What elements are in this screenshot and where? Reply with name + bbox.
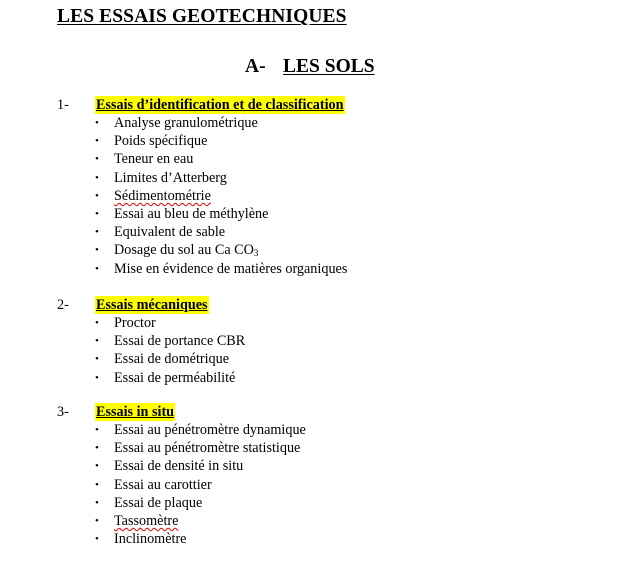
item-text: Essai au carottier: [114, 476, 212, 493]
bullet-icon: •: [95, 442, 99, 455]
bullet-icon: •: [95, 262, 99, 275]
bullet-icon: •: [95, 189, 99, 202]
group-number: 3-: [57, 404, 69, 420]
group-title: Essais mécaniques: [96, 297, 208, 313]
bullet-icon: •: [95, 153, 99, 166]
bullet-icon: •: [95, 478, 99, 491]
section-letter: A-: [245, 56, 266, 77]
bullet-icon: •: [95, 424, 99, 436]
item-text: Essai de densité in situ: [114, 458, 244, 475]
document-title: LES ESSAIS GEOTECHNIQUES: [57, 6, 347, 27]
item-text: Teneur en eau: [114, 151, 194, 168]
subscript: 3: [253, 248, 259, 259]
bullet-icon: •: [95, 353, 99, 366]
item-text: Tassomètre: [114, 512, 179, 529]
item-text: Essai de plaque: [114, 494, 203, 511]
bullet-icon: •: [95, 207, 99, 220]
item-text: Equivalent de sable: [114, 224, 226, 241]
bullet-icon: •: [95, 226, 99, 239]
item-text: Essai de portance CBR: [114, 333, 246, 350]
bullet-icon: •: [95, 460, 99, 473]
section-heading: [245, 56, 375, 78]
item-text-main: Dosage du sol au Ca CO: [114, 242, 254, 259]
group-title: Essais d’identification et de classification: [96, 97, 344, 113]
item-text: Essai au pénétromètre statistique: [114, 440, 301, 457]
item-text: Limites d’Atterberg: [114, 169, 227, 186]
group-title: Essais in situ: [96, 404, 175, 420]
item-text: Essai de dométrique: [114, 351, 230, 368]
bullet-icon: •: [95, 117, 99, 129]
bullet-icon: •: [95, 244, 99, 257]
bullet-icon: •: [95, 171, 99, 184]
group-number: 1-: [57, 97, 69, 113]
bullet-icon: •: [95, 335, 99, 348]
bullet-icon: •: [95, 135, 99, 148]
item-text: Poids spécifique: [114, 133, 208, 150]
section-title: LES SOLS: [283, 56, 375, 77]
item-text: Inclinomètre: [114, 531, 187, 548]
bullet-icon: •: [95, 371, 99, 384]
bullet-icon: •: [95, 514, 99, 527]
bullet-icon: •: [95, 317, 99, 329]
item-text: Analyse granulométrique: [114, 115, 258, 131]
bullet-icon: •: [95, 496, 99, 509]
item-text: Essai au pénétromètre dynamique: [114, 422, 306, 438]
item-text: Sédimentométrie: [114, 187, 211, 204]
group-number: 2-: [57, 297, 69, 313]
item-text: Essai de perméabilité: [114, 369, 236, 386]
bullet-icon: •: [95, 533, 99, 546]
item-text: Proctor: [114, 315, 156, 331]
item-text: Mise en évidence de matières organiques: [114, 260, 348, 277]
item-text: Essai au bleu de méthylène: [114, 205, 269, 222]
